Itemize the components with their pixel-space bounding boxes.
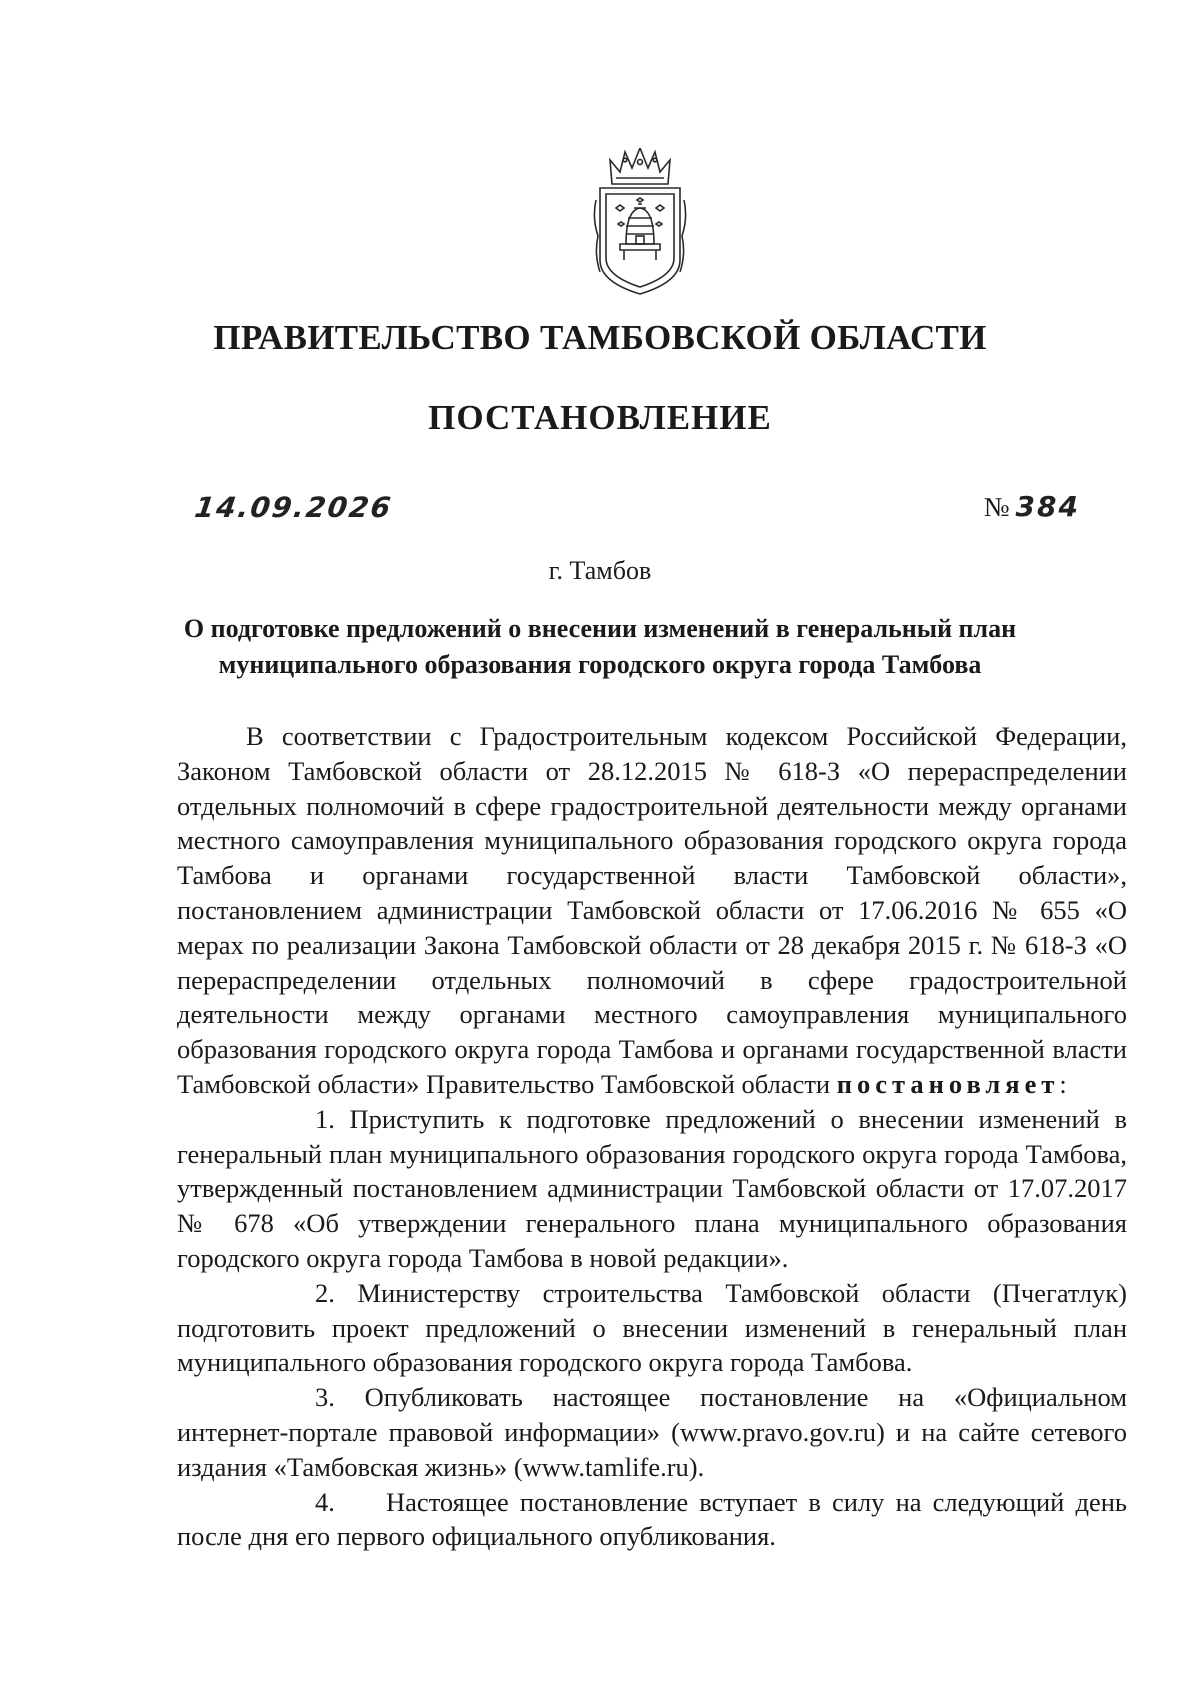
list-item: [177, 1380, 1127, 1484]
preamble-colon: :: [1059, 1068, 1067, 1099]
resolves-word: постановляет: [836, 1068, 1060, 1099]
item-number: 3.: [315, 1382, 335, 1413]
item-number: 4.: [315, 1486, 335, 1517]
document-type-heading: ПОСТАНОВЛЕНИЕ: [428, 398, 772, 437]
item-text: Настоящее постановление вступает в силу на следующий день после дня его первого официального опубликования.: [177, 1486, 1128, 1552]
item-text: Приступить к подготовке предложений о внесении изменений в генеральный план муниципального образования городского округа города Тамбова, утвержденный постановлением администрации Тамбовской области от 17.07.2017 № 678 «Об утверждении генерального плана муниципального образования городского округа города Тамбова в новой редакции».: [177, 1103, 1128, 1273]
item-number: 2.: [315, 1277, 335, 1308]
document-date: 14.09.2026: [192, 491, 395, 524]
item-text: Министерству строительства Тамбовской области (Пчегатлук) подготовить проект предложений о внесении изменений в генеральный план муниципального образования городского округа города Тамбова.: [177, 1277, 1127, 1378]
subject-line: О подготовке предложений о внесении изменений в генеральный план: [183, 614, 1017, 643]
tambov-coat-of-arms-icon: [590, 148, 690, 296]
preamble-paragraph: [177, 719, 1127, 1102]
list-item: [177, 1485, 1127, 1555]
city-label: г. Тамбов: [548, 556, 652, 585]
list-item: [177, 1276, 1127, 1380]
item-text: Опубликовать настоящее постановление на «Официальном интернет-портале правовой информации» (www.pravo.gov.ru) и на сайте сетевого издания «Тамбовская жизнь» (www.tamlife.ru).: [177, 1382, 1127, 1482]
document-body: [177, 719, 1127, 1554]
preamble-text: В соответствии с Градостроительным кодексом Российской Федерации, Законом Тамбовской области от 28.12.2015 № 618-З «О перераспределении отдельных полномочий в сфере градостроительной деятельности между органами местного самоуправления муниципального образования городского округа города Тамбова и органами государственной власти Тамбовской области», постановлением администрации Тамбовской области от 17.06.2016 № 655 «О мерах по реализации Закона Тамбовской области от 28 декабря 2015 г. № 618-З «О перераспределении отдельных полномочий в сфере градостроительной деятельности между органами местного самоуправления муниципального образования городского округа города Тамбова и органами государственной власти Тамбовской области» Правительство Тамбовской области: [177, 721, 1127, 1099]
number-sign: №: [983, 492, 1010, 522]
list-item: [177, 1102, 1127, 1276]
number-value: 384: [1015, 490, 1080, 523]
item-number: 1.: [315, 1103, 335, 1134]
subject-line: муниципального образования городского округа города Тамбова: [218, 650, 982, 679]
document-subject: [150, 611, 1050, 683]
document-number: [984, 490, 1080, 524]
organization-title: ПРАВИТЕЛЬСТВО ТАМБОВСКОЙ ОБЛАСТИ: [213, 318, 987, 357]
